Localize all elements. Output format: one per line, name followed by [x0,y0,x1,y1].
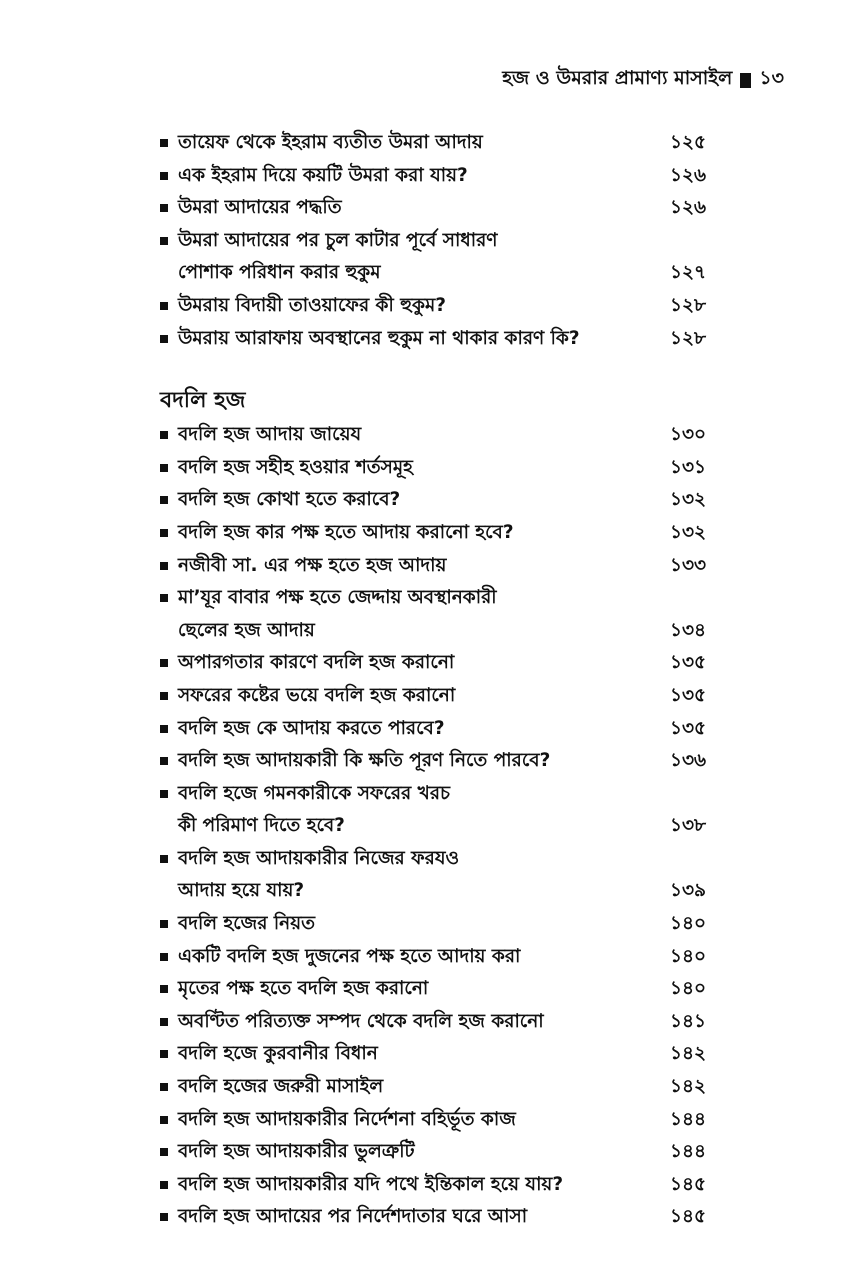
toc-page-number: ১৩১ [670,456,707,478]
toc-entry-text: এক ইহরাম দিয়ে কয়টি উমরা করা যায়? [178,164,468,186]
toc-entry [160,582,720,647]
toc-entry-text: বদলি হজ কোথা হতে করাবে? [178,489,401,511]
toc-entry [160,192,720,225]
toc-entry-line [160,323,720,356]
square-bullet-icon [160,985,168,993]
toc-entry-line [160,843,720,876]
toc-entry-line [160,452,720,485]
square-bullet-icon [160,335,168,343]
toc-entry-text: বদলি হজ কার পক্ষ হতে আদায় করানো হবে? [178,521,514,543]
section-heading: বদলি হজ [160,388,246,414]
toc-entry-line [160,127,720,160]
square-bullet-icon [160,1181,168,1189]
toc-entry-text: অপারগতার কারণে বদলি হজ করানো [178,652,455,674]
toc-page-number: ১৪২ [670,1043,707,1065]
toc-page-number: ১২৭ [670,262,707,284]
toc-entry [160,1006,720,1039]
toc-entry-text: বদলি হজ আদায় জায়েয [178,424,362,446]
square-bullet-icon [160,496,168,504]
toc-page-number: ১২৬ [670,164,707,186]
toc-entry-line [160,517,720,550]
toc-entry-text: বদলি হজে কুরবানীর বিধান [178,1043,378,1065]
toc-entry [160,843,720,908]
toc-entry-line [160,1071,720,1104]
square-bullet-icon [160,464,168,472]
toc-entry-text: বদলি হজ আদায়ের পর নির্দেশদাতার ঘরে আসা [178,1206,528,1228]
toc-page-number: ১৩২ [670,521,707,543]
toc-entry [160,973,720,1006]
toc-page-number: ১৪০ [670,913,707,935]
toc-entry-line [160,680,720,713]
toc-entry-line [160,1136,720,1169]
toc-page-number: ১৪৪ [670,1108,707,1130]
toc-entry-text: বদলি হজের জরুরী মাসাইল [178,1076,384,1098]
toc-entry-line [160,908,720,941]
toc-entry-line [160,419,720,452]
square-bullet-icon [160,1018,168,1026]
square-bullet-icon [160,855,168,863]
square-bullet-icon [160,692,168,700]
square-bullet-icon [160,1213,168,1221]
toc-page-number: ১২৬ [670,197,707,219]
book-title: হজ ও উমরার প্রামাণ্য মাসাইল [502,67,733,89]
toc-entry [160,127,720,160]
toc-entry [160,1104,720,1137]
toc-entry-text: উমরায় বিদায়ী তাওয়াফের কী হুকুম? [178,294,446,316]
toc-entry-line [160,582,720,615]
toc-entry-text: কী পরিমাণ দিতে হবে? [178,815,345,837]
toc-entry-text: বদলি হজ আদায়কারীর নির্দেশনা বহির্ভূত কাজ [178,1108,516,1130]
running-header [502,64,784,96]
toc-page-number: ১৪৪ [670,1141,707,1163]
toc-page-number: ১২৮ [670,294,707,316]
toc-page-number: ১৪২ [670,1076,707,1098]
square-bullet-icon [160,431,168,439]
square-bullet-icon [160,302,168,310]
toc-entry-text: উমরা আদায়ের পদ্ধতি [178,197,342,219]
toc-entry-text: বদলি হজ আদায়কারী কি ক্ষতি পূরণ নিতে পারবে? [178,750,551,772]
toc-entry [160,1169,720,1202]
toc-page-number: ১৪০ [670,945,707,967]
square-bullet-icon [160,920,168,928]
square-bullet-icon [160,1050,168,1058]
toc-entry-text: একটি বদলি হজ দুজনের পক্ষ হতে আদায় করা [178,945,521,967]
toc-entry-text: বদলি হজ আদায়কারীর নিজের ফরযও [178,847,460,869]
toc-page-number: ১২৮ [670,327,707,349]
square-bullet-icon [160,562,168,570]
toc-page-number: ১৩৯ [670,880,707,902]
toc-entry-line [160,647,720,680]
toc-entry-line [160,290,720,323]
toc-page-number: ১৪১ [670,1010,707,1032]
toc-entry [160,941,720,974]
toc-entry-line [160,745,720,778]
toc-entry [160,225,720,290]
square-bullet-icon [160,1116,168,1124]
square-bullet-icon [160,529,168,537]
toc-entry-line [160,1169,720,1202]
toc-entry [160,550,720,583]
square-bullet-icon [160,953,168,961]
toc-page-number: ১৪০ [670,978,707,1000]
square-bullet-icon [160,594,168,602]
toc-entry-text: মৃতের পক্ষ হতে বদলি হজ করানো [178,978,429,1000]
toc-page-number: ১৩৫ [670,684,707,706]
toc-entry-line [160,484,720,517]
page-number: ১৩ [759,67,784,89]
toc-page-number: ১৪৫ [670,1173,707,1195]
toc-entry-line [160,257,720,290]
toc-page-number: ১৩৫ [670,717,707,739]
toc-entry-line [160,1006,720,1039]
toc-entry-text: বদলি হজে গমনকারীকে সফরের খরচ [178,782,450,804]
toc-entry [160,908,720,941]
toc-entry-text: বদলি হজ আদায়কারীর যদি পথে ইন্তিকাল হয়ে যায়? [178,1173,564,1195]
header-square-mark [740,73,751,88]
toc-entry-line [160,1104,720,1137]
toc-entry-text: পোশাক পরিধান করার হুকুম [178,262,381,284]
square-bullet-icon [160,204,168,212]
toc-page-number: ১৩০ [670,424,707,446]
toc-entry-text: বদলি হজ কে আদায় করতে পারবে? [178,717,445,739]
toc-entry [160,452,720,485]
toc-entry-text: ছেলের হজ আদায় [178,619,315,641]
toc-entry-line [160,225,720,258]
toc-entry-line [160,550,720,583]
toc-entry-text: উমরায় আরাফায় অবস্থানের হুকুম না থাকার কারণ কি? [178,327,580,349]
toc-entry-text: বদলি হজের নিয়ত [178,913,315,935]
toc-entry [160,647,720,680]
square-bullet-icon [160,172,168,180]
toc-entry [160,1201,720,1234]
toc-page-number: ১৩৪ [670,619,707,641]
toc-entry [160,323,720,356]
toc-entry-line [160,713,720,746]
toc-page-number: ১৪৫ [670,1206,707,1228]
toc-entry-line [160,810,720,843]
square-bullet-icon [160,725,168,733]
toc-entry-text: উমরা আদায়ের পর চুল কাটার পূর্বে সাধারণ [178,229,498,251]
toc-entry [160,680,720,713]
toc-entry [160,778,720,843]
toc-entry [160,713,720,746]
toc-entry-line [160,1201,720,1234]
square-bullet-icon [160,139,168,147]
toc-page-number: ১৩২ [670,489,707,511]
toc-entry-line [160,875,720,908]
square-bullet-icon [160,790,168,798]
table-of-contents [160,127,720,1234]
toc-entry-line [160,1038,720,1071]
toc-entry [160,745,720,778]
square-bullet-icon [160,757,168,765]
toc-entry [160,1038,720,1071]
toc-page-number: ১৩৫ [670,652,707,674]
toc-page-number: ১৩৩ [670,554,707,576]
toc-entry-line [160,160,720,193]
toc-entry-text: মা’যূর বাবার পক্ষ হতে জেদ্দায় অবস্থানকারী [178,587,497,609]
toc-entry [160,290,720,323]
toc-entry-text: আদায় হয়ে যায়? [178,880,305,902]
toc-entry-text: নজীবী সা. এর পক্ষ হতে হজ আদায় [178,554,447,576]
toc-entry [160,419,720,452]
toc-entry [160,1071,720,1104]
square-bullet-icon [160,1148,168,1156]
toc-entry [160,160,720,193]
toc-page-number: ১২৫ [670,132,707,153]
toc-entry-line [160,192,720,225]
square-bullet-icon [160,1083,168,1091]
toc-entry-line [160,615,720,648]
toc-entry-text: সফরের কষ্টের ভয়ে বদলি হজ করানো [178,684,456,706]
toc-page-number: ১৩৮ [670,815,707,837]
toc-entry [160,1136,720,1169]
toc-page-number: ১৩৬ [670,750,707,772]
toc-entry [160,484,720,517]
square-bullet-icon [160,237,168,245]
toc-entry-line [160,941,720,974]
toc-entry-text: বদলি হজ আদায়কারীর ভুলত্রুটি [178,1141,415,1163]
toc-entry-line [160,778,720,811]
square-bullet-icon [160,659,168,667]
toc-entry-text: অবণ্টিত পরিত্যক্ত সম্পদ থেকে বদলি হজ করানো [178,1010,544,1032]
toc-entry-text: তায়েফ থেকে ইহরাম ব্যতীত উমরা আদায় [178,132,483,153]
toc-entry-line [160,973,720,1006]
toc-entry [160,517,720,550]
toc-entry-text: বদলি হজ সহীহ হওয়ার শর্তসমূহ [178,456,413,478]
